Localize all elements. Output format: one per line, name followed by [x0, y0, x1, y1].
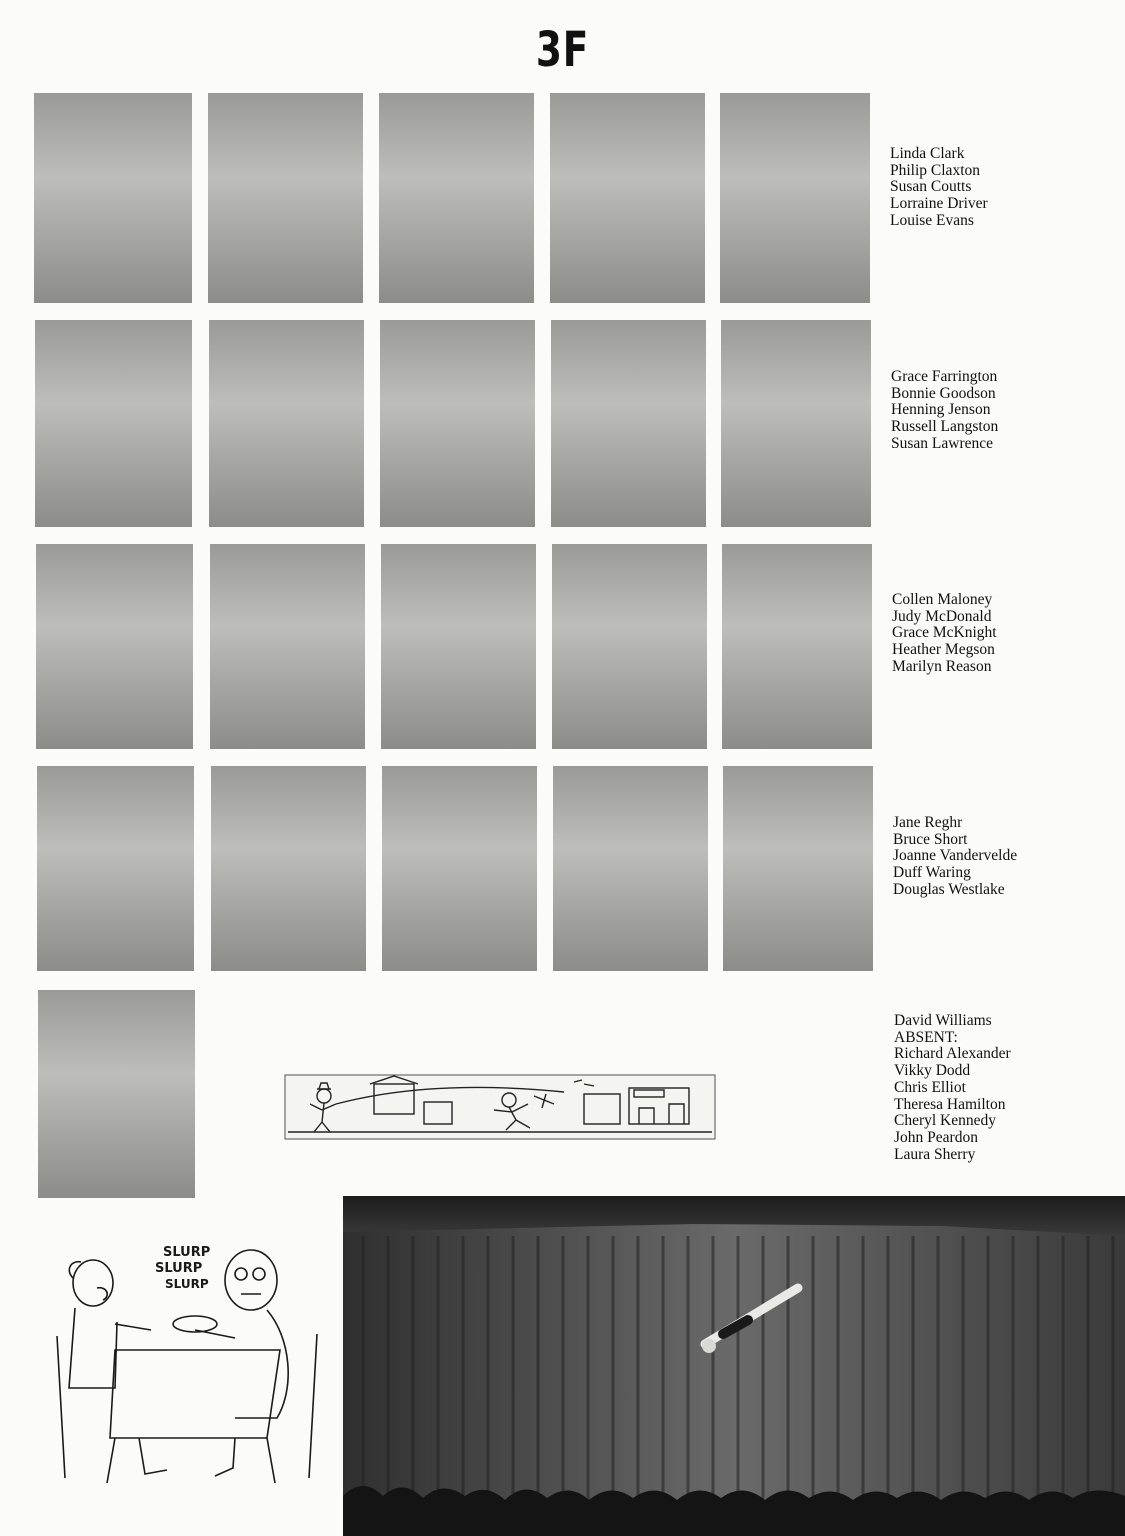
name-list-final	[894, 1013, 1011, 1163]
page-title: 3F	[535, 22, 590, 78]
portrait-photo	[721, 320, 871, 527]
portrait-photo	[38, 990, 195, 1198]
student-name: Douglas Westlake	[893, 880, 1005, 898]
student-name: Henning Jenson	[891, 401, 991, 419]
student-name: Philip Claxton	[890, 161, 980, 179]
portrait-photo	[553, 766, 708, 971]
student-name: Cheryl Kennedy	[894, 1112, 997, 1130]
dinner-cartoon	[55, 1238, 327, 1488]
portrait-photo	[211, 766, 366, 971]
portrait-photo	[208, 93, 363, 303]
portrait-photo	[722, 544, 872, 749]
student-name: Susan Coutts	[890, 178, 972, 196]
absent-heading: ABSENT:	[894, 1028, 958, 1046]
western-cartoon	[284, 1074, 716, 1140]
student-name: Heather Megson	[892, 641, 995, 659]
student-name: Joanne Vandervelde	[893, 847, 1018, 865]
student-name: Marilyn Reason	[892, 657, 992, 675]
student-name: John Peardon	[894, 1128, 978, 1146]
slurp-word: SLURP	[155, 1261, 203, 1276]
name-list-row-4	[893, 815, 1017, 899]
student-name: Richard Alexander	[894, 1045, 1011, 1063]
student-name: Judy McDonald	[892, 607, 992, 625]
name-list-row-3	[892, 592, 997, 676]
portrait-photo	[209, 320, 364, 527]
portrait-photo	[379, 93, 534, 303]
student-name: Bruce Short	[893, 830, 968, 848]
student-name: Russell Langston	[891, 418, 999, 436]
portrait-photo	[550, 93, 705, 303]
student-name: Vikky Dodd	[894, 1062, 971, 1080]
portrait-photo	[210, 544, 365, 749]
student-name: Duff Waring	[893, 864, 971, 882]
student-name: Grace McKnight	[892, 624, 997, 642]
portrait-photo	[37, 766, 194, 971]
portrait-photo	[720, 93, 870, 303]
slurp-word: SLURP	[165, 1277, 209, 1291]
student-name: Grace Farrington	[891, 368, 998, 385]
student-name: Theresa Hamilton	[894, 1095, 1006, 1113]
portrait-photo	[382, 766, 537, 971]
portrait-photo	[380, 320, 535, 527]
name-list-row-2	[891, 369, 998, 453]
portrait-photo	[35, 320, 192, 527]
student-name: Bonnie Goodson	[891, 384, 996, 402]
student-name: Louise Evans	[890, 211, 974, 229]
student-name: Jane Reghr	[893, 814, 963, 831]
student-name: Laura Sherry	[894, 1145, 976, 1163]
portrait-photo	[36, 544, 193, 749]
slurp-word: SLURP	[163, 1245, 211, 1260]
student-name: Susan Lawrence	[891, 434, 993, 452]
portrait-photo	[552, 544, 707, 749]
student-name: Linda Clark	[890, 145, 965, 162]
student-name: David Williams	[894, 1012, 992, 1029]
student-name: Chris Elliot	[894, 1078, 966, 1096]
stage-performance-photo	[343, 1196, 1125, 1536]
portrait-photo	[34, 93, 192, 303]
student-name: Lorraine Driver	[890, 195, 988, 213]
portrait-photo	[551, 320, 706, 527]
portrait-photo	[381, 544, 536, 749]
portrait-photo	[723, 766, 873, 971]
student-name: Collen Maloney	[892, 591, 993, 608]
name-list-row-1	[890, 146, 988, 230]
